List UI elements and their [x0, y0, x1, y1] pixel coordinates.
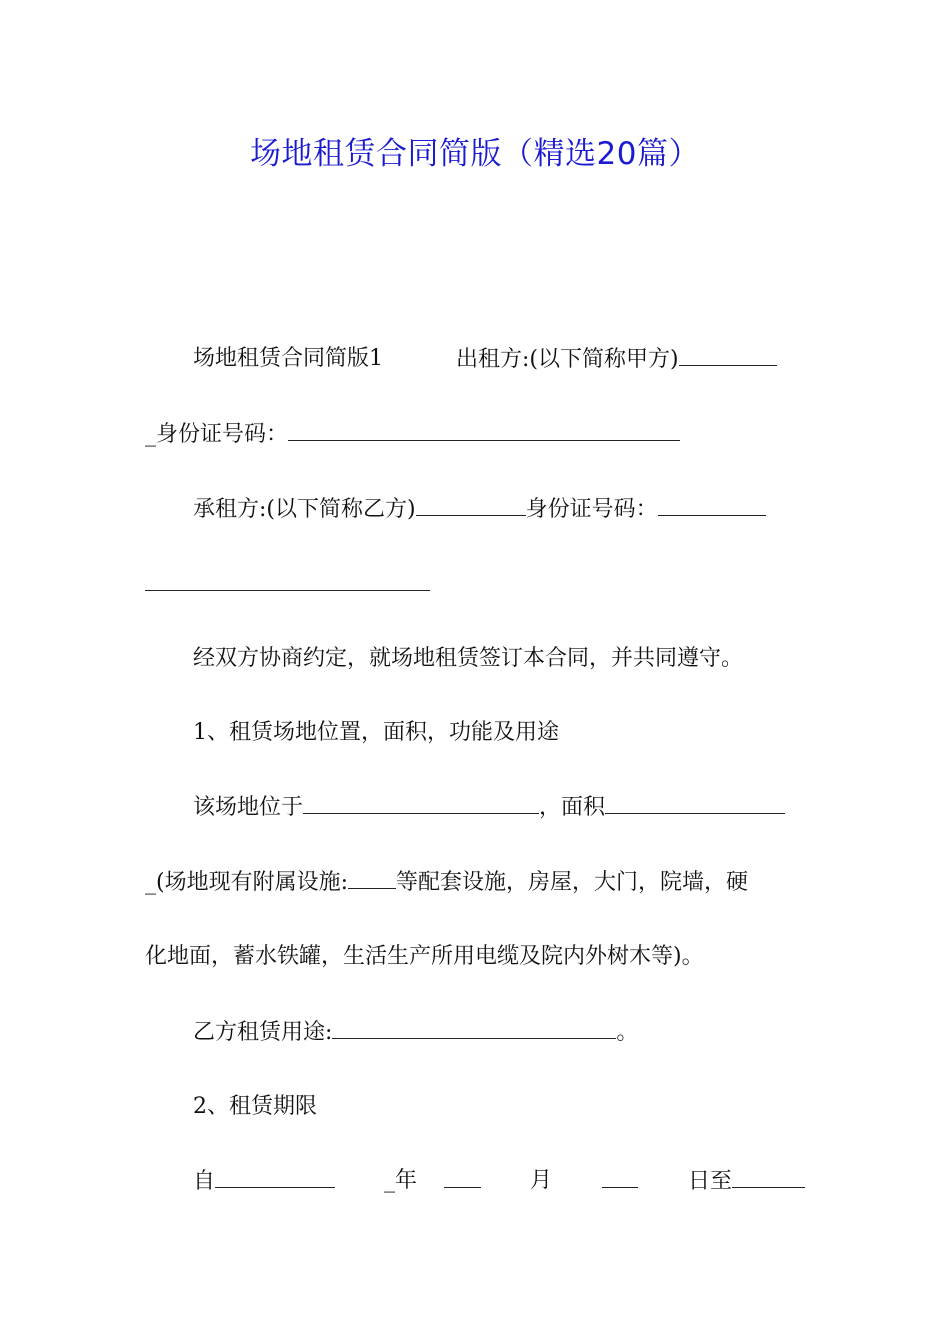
term-day-blank — [602, 1165, 638, 1188]
term-month-label: 月 — [530, 1168, 553, 1193]
lessor-label-line — [456, 343, 777, 375]
lessor-name-blank — [679, 343, 777, 366]
area-label: ，面积 — [539, 795, 606, 820]
agreement-text: 经双方协商约定，就场地租赁签订本合同，并共同遵守。 — [193, 646, 744, 671]
facilities-text-cont: 化地面，蓄水铁罐，生活生产所用电缆及院内外树木等)。 — [145, 944, 704, 969]
facilities-line — [145, 866, 748, 898]
section-1-title: 1、租赁场地位置，面积，功能及用途 — [193, 720, 559, 745]
facilities-label: _(场地现有附属设施: — [145, 870, 348, 895]
term-from-blank — [215, 1165, 335, 1188]
section-2-title: 2、租赁期限 — [193, 1094, 317, 1119]
section-2-heading — [193, 1091, 317, 1123]
term-month — [530, 1165, 552, 1197]
term-from-label: 自 — [193, 1169, 216, 1194]
lessee-label: 承租方:(以下简称乙方) — [193, 497, 416, 522]
lessee-id-label: 身份证号码： — [525, 497, 658, 522]
lessor-id-label: _身份证号码： — [145, 422, 289, 447]
location-blank — [303, 791, 539, 814]
lessor-line — [193, 343, 383, 375]
term-to-label: 日至 — [688, 1169, 733, 1194]
usage-line — [193, 1016, 638, 1048]
term-month-blank — [444, 1165, 481, 1188]
section-1-heading — [193, 717, 559, 749]
location-label: 该场地位于 — [193, 795, 304, 820]
term-month-blank-wrap — [444, 1165, 481, 1197]
lessor-label: 出租方:(以下简称甲方) — [456, 347, 679, 372]
contract-heading: 场地租赁合同简版1 — [193, 346, 383, 371]
location-line — [193, 791, 785, 823]
document-title: 场地租赁合同简版（精选20篇） — [250, 136, 700, 172]
term-line — [193, 1165, 335, 1197]
usage-end: 。 — [616, 1020, 639, 1045]
term-to — [688, 1165, 805, 1197]
agreement-line — [193, 643, 743, 675]
usage-label: 乙方租赁用途: — [193, 1020, 333, 1045]
lessor-id-line — [145, 418, 680, 450]
term-to-blank — [732, 1165, 805, 1188]
usage-blank — [332, 1016, 616, 1039]
lessee-id-blank-cont — [145, 568, 430, 591]
term-year-label: _年 — [384, 1168, 418, 1193]
lessee-name-blank — [416, 493, 526, 516]
term-day-blank-wrap — [602, 1165, 638, 1197]
lessee-line — [193, 493, 766, 525]
facilities-blank — [348, 866, 396, 889]
lessee-id-continuation — [145, 568, 430, 600]
term-year — [384, 1165, 417, 1197]
lessee-id-blank — [658, 493, 766, 516]
lessor-id-blank — [288, 418, 680, 441]
facilities-text: 等配套设施，房屋，大门，院墙，硬 — [396, 870, 749, 895]
facilities-continuation — [145, 941, 704, 973]
area-blank — [605, 791, 785, 814]
